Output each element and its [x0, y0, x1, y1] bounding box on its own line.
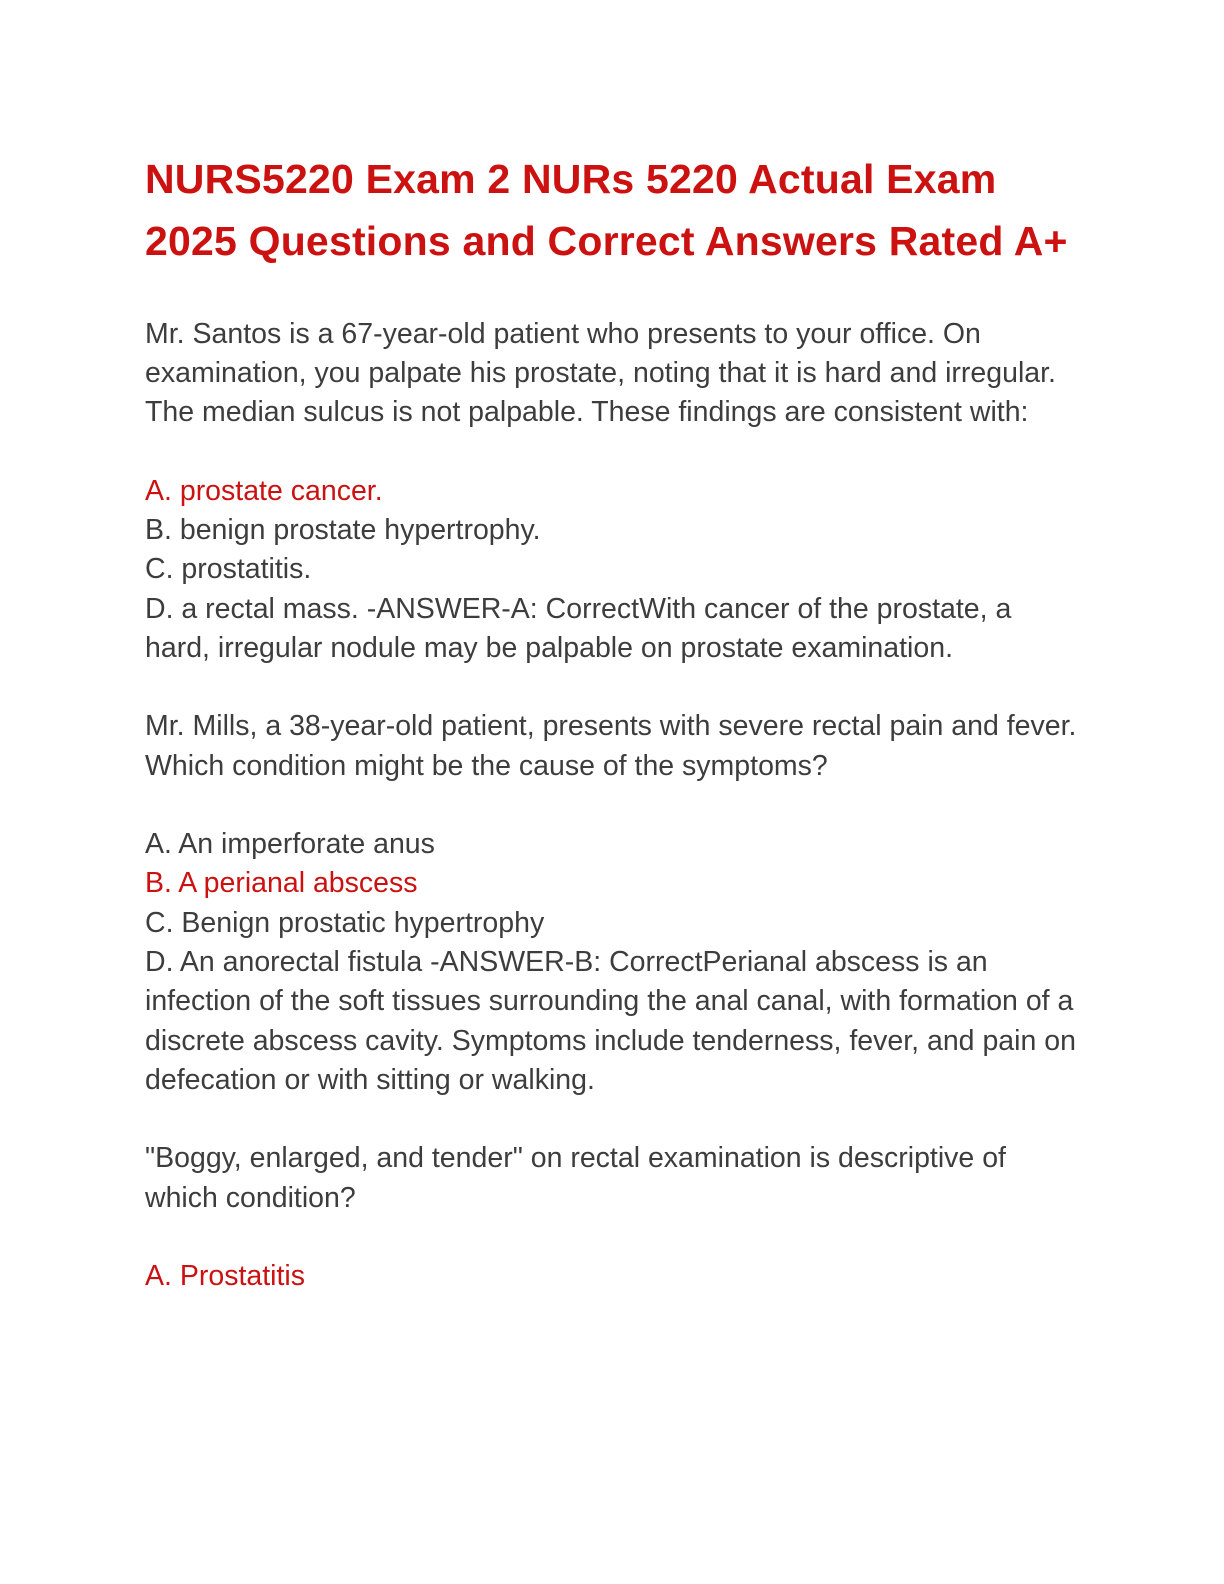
question-3-option-a: A. Prostatitis: [145, 1259, 305, 1292]
question-2-option-c: C. Benign prostatic hypertrophy: [145, 906, 545, 939]
question-2-options: [145, 825, 1084, 1100]
document-title: NURS5220 Exam 2 NURs 5220 Actual Exam 2025 Questions and Correct Answers Rated A+: [145, 156, 1068, 265]
question-1-option-a: A. prostate cancer.: [145, 474, 383, 507]
question-2-option-a: A. An imperforate anus: [145, 827, 435, 860]
question-2-stem: Mr. Mills, a 38-year-old patient, presents with severe rectal pain and fever. Which condition might be the cause of the symptoms?: [145, 710, 1077, 782]
question-1-stem: Mr. Santos is a 67-year-old patient who presents to your office. On examination, you palpate his prostate, noting that it is hard and irregular. The median sulcus is not palpable. These findings are consistent with:: [145, 317, 1056, 429]
question-1-option-c: C. prostatitis.: [145, 553, 312, 586]
question-3-stem: "Boggy, enlarged, and tender" on rectal examination is descriptive of which condition?: [145, 1142, 1006, 1214]
question-2-option-d-with-answer: D. An anorectal fistula -ANSWER-B: CorrectPerianal abscess is an infection of the soft tissues surrounding the anal canal, with formation of a discrete abscess cavity. Symptoms include tenderness, fever, and pain on defecation or with sitting or walking.: [145, 945, 1076, 1096]
question-3-options: [145, 1257, 1084, 1296]
question-1-option-d-with-answer: D. a rectal mass. -ANSWER-A: CorrectWith cancer of the prostate, a hard, irregular nodule may be palpable on prostate examination.: [145, 592, 1012, 664]
question-1-option-b: B. benign prostate hypertrophy.: [145, 513, 541, 546]
question-1-options: [145, 472, 1084, 669]
question-2-option-b: B. A perianal abscess: [145, 867, 418, 900]
